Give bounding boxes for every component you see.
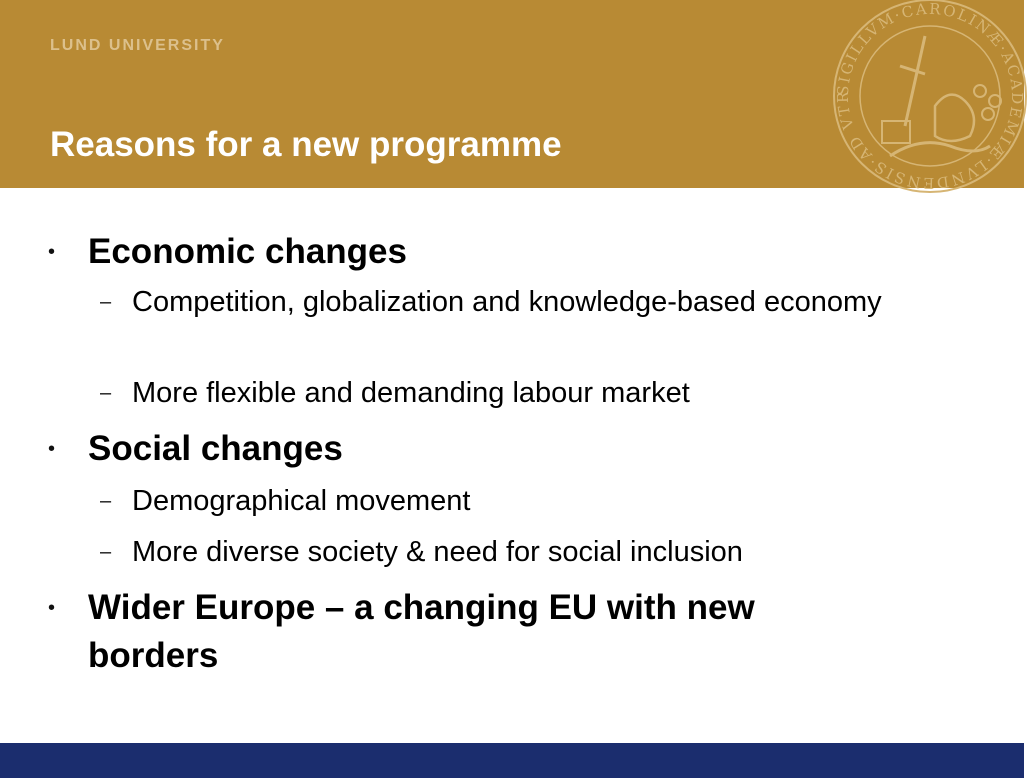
- slide-title: Reasons for a new programme: [50, 125, 562, 164]
- bullet-text: Wider Europe – a changing EU with new borders: [88, 588, 755, 675]
- sub-item-text: More diverse society & need for social inclusion: [132, 536, 743, 568]
- sub-item-text: Competition, globalization and knowledge-based economy: [132, 286, 882, 318]
- dash-marker: –: [100, 382, 112, 404]
- bullet-marker: •: [48, 438, 56, 460]
- bullet-text: Social changes: [88, 429, 343, 468]
- dash-marker: –: [100, 291, 112, 313]
- bullet-text: Economic changes: [88, 232, 407, 271]
- university-name: LUND UNIVERSITY: [50, 37, 225, 54]
- dash-marker: –: [100, 541, 112, 563]
- slide-header: [0, 0, 1027, 193]
- bullet-marker: •: [48, 597, 56, 619]
- sub-item-text: More flexible and demanding labour market: [132, 377, 690, 409]
- slide-body: [0, 188, 1024, 743]
- seal-inscription: SIGILLVM·CAROLINÆ·ACADEMIÆ·LVNDENSIS·AD VTR: [833, 0, 1027, 193]
- bullet-marker: •: [48, 241, 56, 263]
- dash-marker: –: [100, 490, 112, 512]
- university-seal-icon: [830, 0, 1030, 196]
- sub-item-text: Demographical movement: [132, 485, 471, 517]
- slide-footer-bar: [0, 743, 1024, 778]
